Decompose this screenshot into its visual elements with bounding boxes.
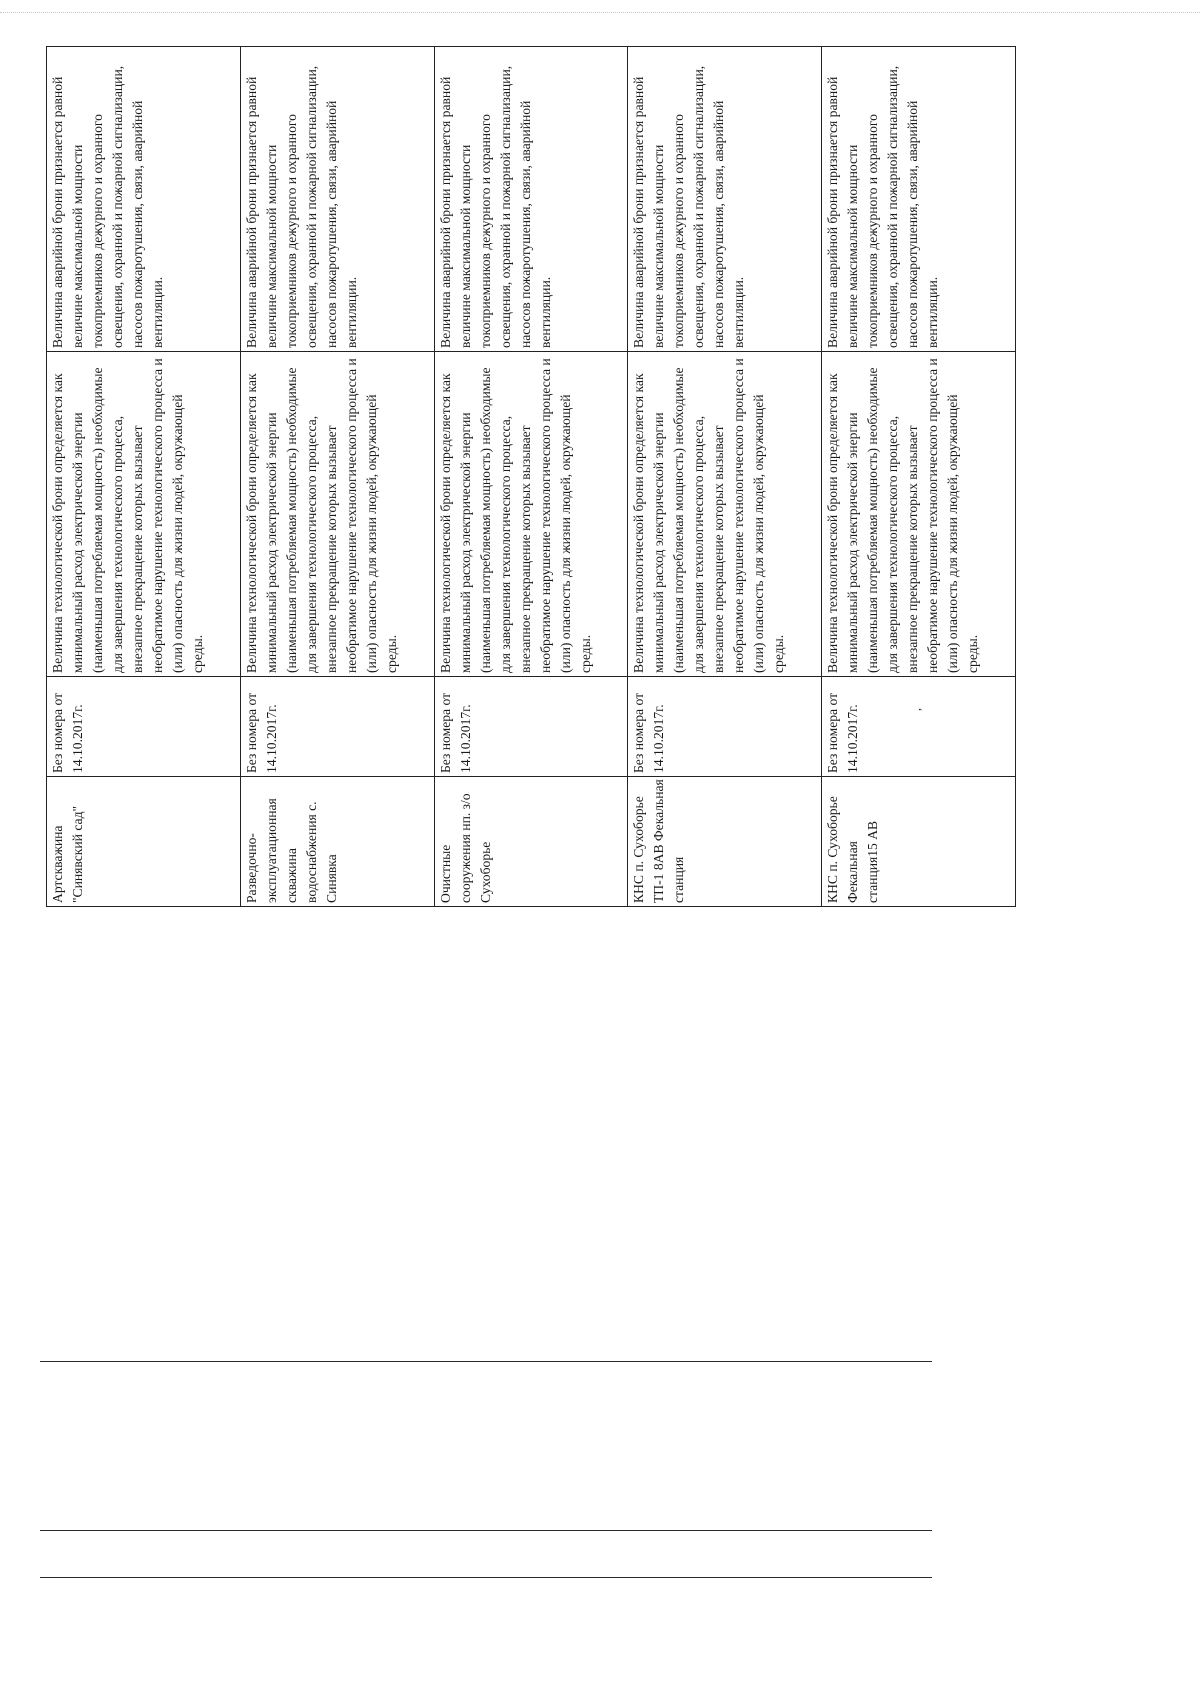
scan-top-edge	[0, 12, 1200, 13]
object-name-cell: Артскважина "Синявский сад"	[47, 777, 241, 907]
table-row	[434, 47, 628, 907]
document-cell: Без номера от 14.10.2017г.	[434, 677, 628, 777]
document-cell: Без номера от 14.10.2017г.	[240, 677, 434, 777]
tech-reserve-cell: Величина технологической брони определяется как минимальный расход электрической энергии (наименьшая потребляемая мощность) необходимые для завершения технологического процесса, внезапное прекращение которых вызывает необратимое нарушение технологического процесса и (или) опасность для жизни людей, окружающей среды.	[434, 352, 628, 677]
emergency-reserve-cell: Величина аварийной брони признается равной величине максимальной мощности токоприемников дежурного и охранного освещения, охранной и пожарной сигнализации, насосов пожаротушения, связи, аварийной вентиляции.	[240, 47, 434, 352]
tech-reserve-cell: Величина технологической брони определяется как минимальный расход электрической энергии (наименьшая потребляемая мощность) необходимые для завершения технологического процесса, внезапное прекращение которых вызывает необратимое нарушение технологического процесса и (или) опасность для жизни людей, окружающей среды.	[47, 352, 241, 677]
document-cell: Без номера от 14.10.2017г.	[628, 677, 822, 777]
emergency-reserve-cell: Величина аварийной брони признается равной величине максимальной мощности токоприемников дежурного и охранного освещения, охранной и пожарной сигнализации, насосов пожаротушения, связи, аварийной вентиляции.	[47, 47, 241, 352]
emergency-reserve-cell: Величина аварийной брони признается равной величине максимальной мощности токоприемников дежурного и охранного освещения, охранной и пожарной сигнализации, насосов пожаротушения, связи, аварийной вентиляции.	[434, 47, 628, 352]
tech-reserve-cell: Величина технологической брони определяется как минимальный расход электрической энергии (наименьшая потребляемая мощность) необходимые для завершения технологического процесса, внезапное прекращение которых вызывает необратимое нарушение технологического процесса и (или) опасность для жизни людей, окружающей среды.	[822, 352, 1016, 677]
signature-line	[40, 1361, 932, 1362]
emergency-reserve-cell: Величина аварийной брони признается равной величине максимальной мощности токоприемников дежурного и охранного освещения, охранной и пожарной сигнализации, насосов пожаротушения, связи, аварийной вентиляции.	[822, 47, 1016, 352]
document-cell	[822, 677, 1016, 777]
document-cell: Без номера от 14.10.2017г.	[47, 677, 241, 777]
tech-reserve-cell: Величина технологической брони определяется как минимальный расход электрической энергии (наименьшая потребляемая мощность) необходимые для завершения технологического процесса, внезапное прекращение которых вызывает необратимое нарушение технологического процесса и (или) опасность для жизни людей, окружающей среды.	[240, 352, 434, 677]
object-name-cell: Очистные сооружения нп. з/о Сухоборье	[434, 777, 628, 907]
object-name-cell: КНС п. Сухоборье ТП-1 8АВ Фекальная станция	[628, 777, 822, 907]
stray-mark: ,	[909, 708, 924, 711]
document-text: Без номера от 14.10.2017г.	[825, 692, 861, 773]
table-row	[47, 47, 241, 907]
object-name-cell: Разведочно-эксплуатационная скважина водоснабжения с. Синявка	[240, 777, 434, 907]
tech-reserve-cell: Величина технологической брони определяется как минимальный расход электрической энергии (наименьшая потребляемая мощность) необходимые для завершения технологического процесса, внезапное прекращение которых вызывает необратимое нарушение технологического процесса и (или) опасность для жизни людей, окружающей среды.	[628, 352, 822, 677]
object-name-cell: КНС п. Сухоборье Фекальная станция15 АВ	[822, 777, 1016, 907]
table-row	[822, 47, 1016, 907]
signature-line	[40, 1577, 932, 1578]
table-row	[240, 47, 434, 907]
emergency-reserve-cell: Величина аварийной брони признается равной величине максимальной мощности токоприемников дежурного и охранного освещения, охранной и пожарной сигнализации, насосов пожаротушения, связи, аварийной вентиляции.	[628, 47, 822, 352]
table-row	[628, 47, 822, 907]
signature-line	[40, 1530, 932, 1531]
rotated-table-container	[46, 47, 1016, 907]
reserve-table	[46, 46, 1016, 907]
